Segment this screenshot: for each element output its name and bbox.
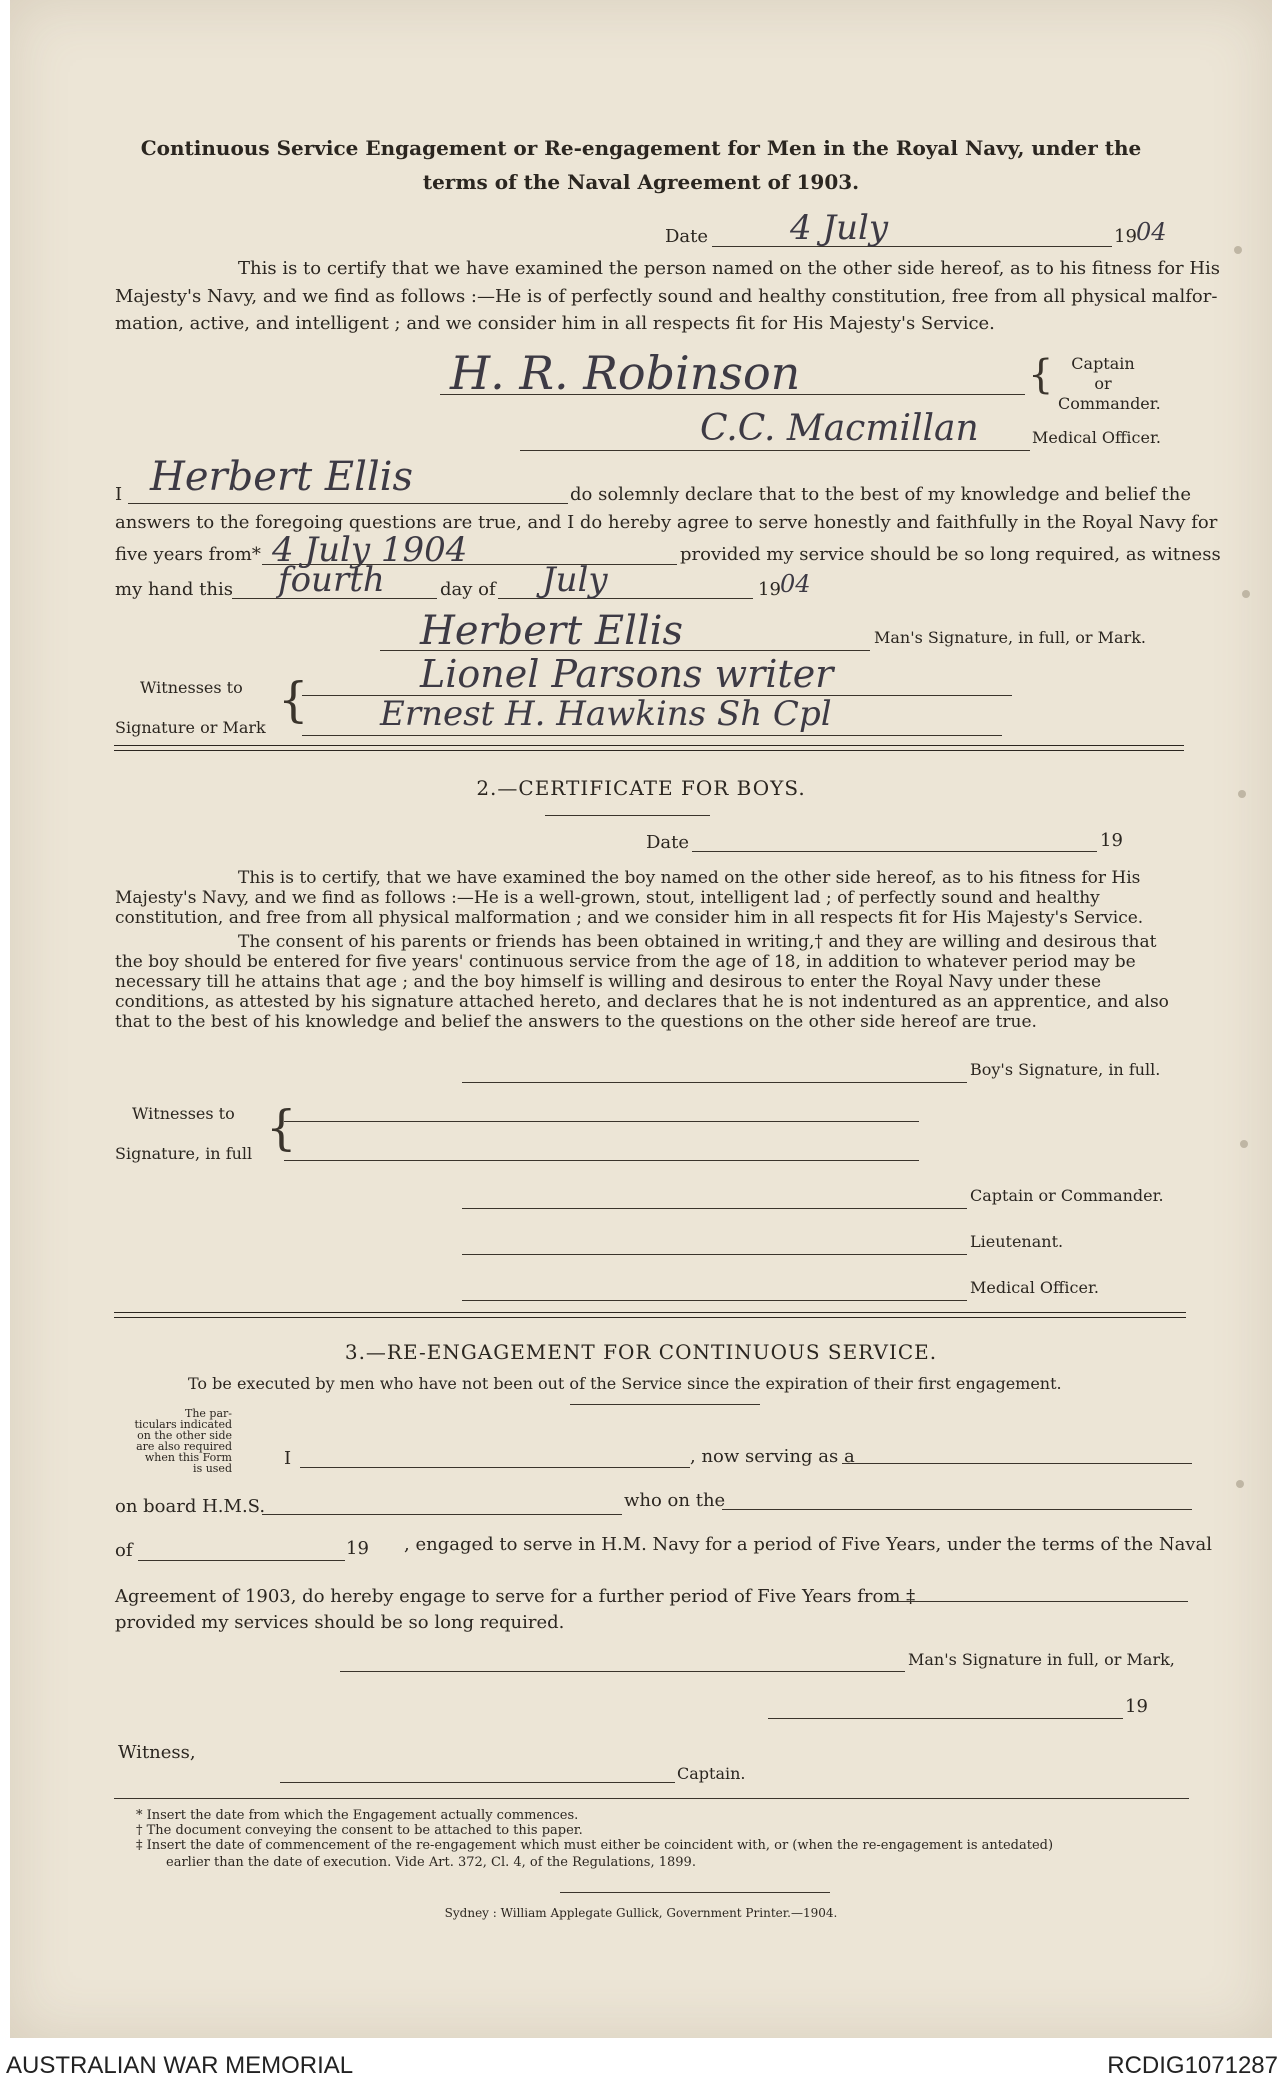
captain-signature: H. R. Robinson: [450, 346, 801, 400]
witness2-signature: Ernest H. Hawkins Sh Cpl: [380, 694, 832, 734]
footnote-4: earlier than the date of execution. Vide Art. 372, Cl. 4, of the Regulations, 1899.: [166, 1855, 696, 1870]
on-board-label: on board H.M.S.: [115, 1496, 266, 1517]
reengage-i-label: I: [284, 1448, 292, 1469]
declaration-text-3a: five years from*: [115, 544, 261, 565]
boys-date-label: Date: [646, 832, 690, 853]
medical-officer-signature: C.C. Macmillan: [700, 408, 979, 449]
i-label: I: [115, 484, 123, 505]
boys-consent-5: that to the best of his knowledge and belief the answers to the questions on the other side hereof are true.: [115, 1012, 1037, 1032]
form-title-line1: Continuous Service Engagement or Re-engagement for Men in the Royal Navy, under the: [140, 136, 1142, 160]
reengage-year-prefix: 19: [346, 1538, 369, 1559]
boys-witness-brace-icon: {: [266, 1100, 297, 1156]
boys-certify-1: This is to certify, that we have examined the boy named on the other side hereof, as to his fitness for His: [238, 868, 1141, 888]
boys-captain-label: Captain or Commander.: [970, 1186, 1164, 1205]
section2-heading: 2.—CERTIFICATE FOR BOYS.: [476, 776, 806, 800]
footnote-3: ‡ Insert the date of commencement of the re-engagement which must either be coincident with, or (when the re-engagement is antedated): [136, 1838, 1054, 1853]
year-handwritten: 04: [780, 570, 811, 598]
declaration-text-3b: provided my service should be so long required, as witness: [680, 544, 1221, 565]
boys-consent-4: conditions, as attested by his signature attached hereto, and declares that he is not indentured as an apprentice, and also: [115, 992, 1169, 1012]
certify-text-2: Majesty's Navy, and we find as follows :—He is of perfectly sound and healthy constitution, free from all physical malfor-: [115, 286, 1218, 307]
boys-consent-1: The consent of his parents or friends has been obtained in writing,† and they are willing and desirous that: [238, 932, 1157, 952]
service-from-handwritten: 4 July 1904: [272, 530, 468, 570]
brace-icon: {: [1028, 352, 1054, 398]
section-divider-2: [114, 1312, 1186, 1318]
provided-text: provided my services should be so long required.: [115, 1612, 565, 1633]
month-handwritten: July: [542, 560, 608, 600]
commander-label: Commander.: [1058, 394, 1161, 413]
date-year-handwritten: 04: [1136, 218, 1167, 246]
or-label: or: [1094, 374, 1112, 393]
reengage-captain-label: Captain.: [677, 1764, 746, 1783]
boys-consent-2: the boy should be entered for five years' continuous service from the age of 18, in addition to whatever period may be: [115, 952, 1136, 972]
boys-certify-2: Majesty's Navy, and we find as follows :—He is a well-grown, stout, intelligent lad ; of perfectly sound and healthy: [115, 888, 1100, 908]
boys-certify-3: constitution, and free from all physical malformation ; and we consider him in all respects fit for His Majesty's Service.: [115, 908, 1144, 928]
declaration-text-4a: my hand this: [115, 579, 233, 600]
who-on-the-text: who on the: [624, 1490, 726, 1511]
reengage-mans-signature-label: Man's Signature in full, or Mark,: [908, 1650, 1175, 1669]
witnesses-label: Witnesses to: [140, 678, 243, 697]
side-note: The par- ticulars indicated on the other side are also required when this Form is used: [134, 1407, 232, 1475]
boys-witnesses-label: Witnesses to: [132, 1104, 235, 1123]
footnote-1: * Insert the date from which the Engagement actually commences.: [136, 1808, 579, 1823]
declaration-text-2: answers to the foregoing questions are true, and I do hereby agree to serve honestly and faithfully in the Royal Navy for: [115, 512, 1218, 533]
printer-imprint: Sydney : William Applegate Gullick, Government Printer.—1904.: [444, 1906, 838, 1920]
reengage-year-prefix2: 19: [1125, 1696, 1148, 1717]
section3-intro: To be executed by men who have not been out of the Service since the expiration of their first engagement.: [188, 1374, 1062, 1393]
boys-signature-full-label: Signature, in full: [115, 1144, 253, 1163]
certify-text-3: mation, active, and intelligent ; and we consider him in all respects fit for His Majesty's Service.: [115, 313, 995, 334]
engaged-text: , engaged to serve in H.M. Navy for a period of Five Years, under the terms of the Naval: [404, 1534, 1212, 1555]
mans-signature-label: Man's Signature, in full, or Mark.: [874, 628, 1146, 647]
captain-label: Captain: [1071, 354, 1135, 373]
reengage-witness-label: Witness,: [118, 1742, 196, 1763]
footnote-2: † The document conveying the consent to be attached to this paper.: [136, 1823, 583, 1838]
section3-heading: 3.—RE-ENGAGEMENT FOR CONTINUOUS SERVICE.: [344, 1340, 938, 1364]
declaration-text-1: do solemnly declare that to the best of my knowledge and belief the: [570, 484, 1191, 505]
signature-or-mark-label: Signature or Mark: [115, 718, 266, 737]
medical-officer-label: Medical Officer.: [1032, 428, 1161, 447]
boys-consent-3: necessary till he attains that age ; and the boy himself is willing and desirous to enter the Royal Navy under these: [115, 972, 1102, 992]
archive-credit: AUSTRALIAN WAR MEMORIAL: [6, 2052, 354, 2079]
now-serving-text: , now serving as a: [690, 1446, 855, 1467]
boys-medical-label: Medical Officer.: [970, 1278, 1099, 1297]
day-handwritten: fourth: [278, 560, 385, 600]
date-handwritten: 4 July: [790, 208, 889, 248]
form-title-line2: terms of the Naval Agreement of 1903.: [422, 170, 860, 194]
boys-signature-label: Boy's Signature, in full.: [970, 1060, 1161, 1079]
archive-id: RCDIG1071287: [1107, 2052, 1278, 2079]
boys-year-prefix: 19: [1100, 830, 1123, 851]
declaration-text-4b: day of: [440, 579, 496, 600]
mans-signature-handwritten: Herbert Ellis: [420, 608, 683, 654]
boys-lieutenant-label: Lieutenant.: [970, 1232, 1064, 1251]
witness1-signature: Lionel Parsons writer: [420, 652, 834, 696]
date-year-prefix: 19: [1114, 226, 1137, 247]
recruit-name-handwritten: Herbert Ellis: [150, 454, 413, 500]
date-label: Date: [665, 226, 709, 247]
declaration-text-4c: 19: [758, 579, 781, 600]
witness-brace-icon: {: [278, 672, 309, 728]
form-page: [10, 0, 1272, 2038]
section-divider-1: [114, 745, 1184, 751]
of-label: of: [115, 1540, 133, 1561]
certify-text-1: This is to certify that we have examined the person named on the other side hereof, as to his fitness for His: [238, 258, 1221, 279]
agreement-text: Agreement of 1903, do hereby engage to serve for a further period of Five Years from ‡: [115, 1586, 916, 1607]
